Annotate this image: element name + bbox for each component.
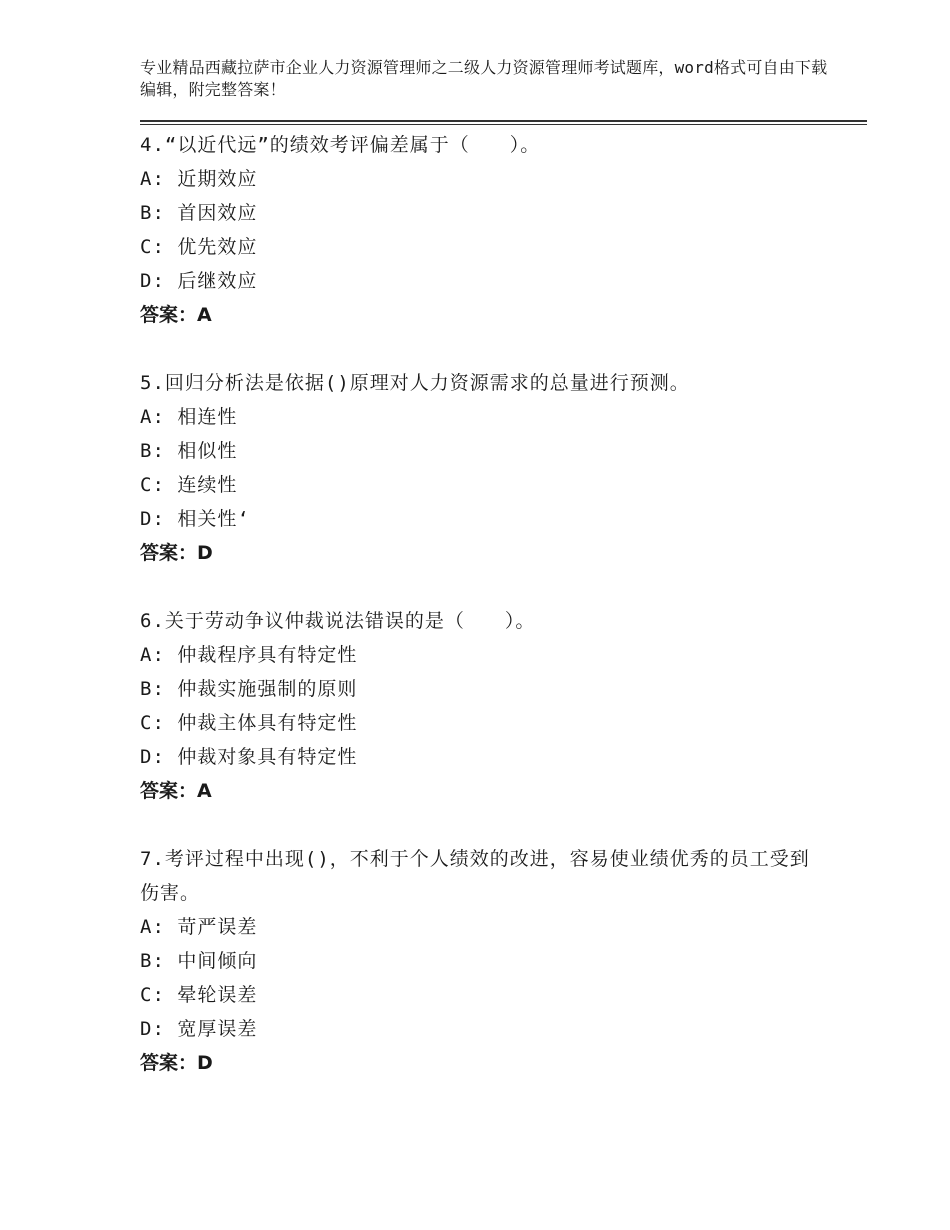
question-stem: 5.回归分析法是依据()原理对人力资源需求的总量进行预测。 xyxy=(140,372,690,394)
option-b: B: 首因效应 xyxy=(140,202,258,224)
document-title: 专业精品西藏拉萨市企业人力资源管理师之二级人力资源管理师考试题库，word格式可自由下载编辑，附完整答案！ xyxy=(140,58,828,99)
answer-label: 答案：A xyxy=(140,304,212,326)
answer-label: 答案：D xyxy=(140,1052,213,1074)
header-divider xyxy=(140,120,867,125)
page-header xyxy=(140,57,840,101)
answer-label: 答案：D xyxy=(140,542,213,564)
question-stem: 7.考评过程中出现()，不利于个人绩效的改进，容易使业绩优秀的员工受到伤害。 xyxy=(140,848,810,904)
answer-label: 答案：A xyxy=(140,780,212,802)
option-a: A: 近期效应 xyxy=(140,168,258,190)
option-c: C: 晕轮误差 xyxy=(140,984,258,1006)
option-a: A: 相连性 xyxy=(140,406,238,428)
option-c: C: 仲裁主体具有特定性 xyxy=(140,712,358,734)
option-d: D: 后继效应 xyxy=(140,270,258,292)
option-d: D: 相关性‘ xyxy=(140,508,250,530)
question-list xyxy=(140,128,820,1080)
option-a: A: 仲裁程序具有特定性 xyxy=(140,644,358,666)
option-b: B: 中间倾向 xyxy=(140,950,258,972)
option-a: A: 苛严误差 xyxy=(140,916,258,938)
spacer xyxy=(140,570,820,604)
option-c: C: 连续性 xyxy=(140,474,238,496)
spacer xyxy=(140,332,820,366)
question-7 xyxy=(140,842,820,1080)
option-b: B: 相似性 xyxy=(140,440,238,462)
question-5 xyxy=(140,366,820,570)
question-stem: 4.“以近代远”的绩效考评偏差属于（ ）。 xyxy=(140,134,541,156)
question-4 xyxy=(140,128,820,332)
option-d: D: 仲裁对象具有特定性 xyxy=(140,746,358,768)
spacer xyxy=(140,808,820,842)
question-6 xyxy=(140,604,820,808)
option-b: B: 仲裁实施强制的原则 xyxy=(140,678,358,700)
option-d: D: 宽厚误差 xyxy=(140,1018,258,1040)
question-stem: 6.关于劳动争议仲裁说法错误的是（ ）。 xyxy=(140,610,536,632)
option-c: C: 优先效应 xyxy=(140,236,258,258)
